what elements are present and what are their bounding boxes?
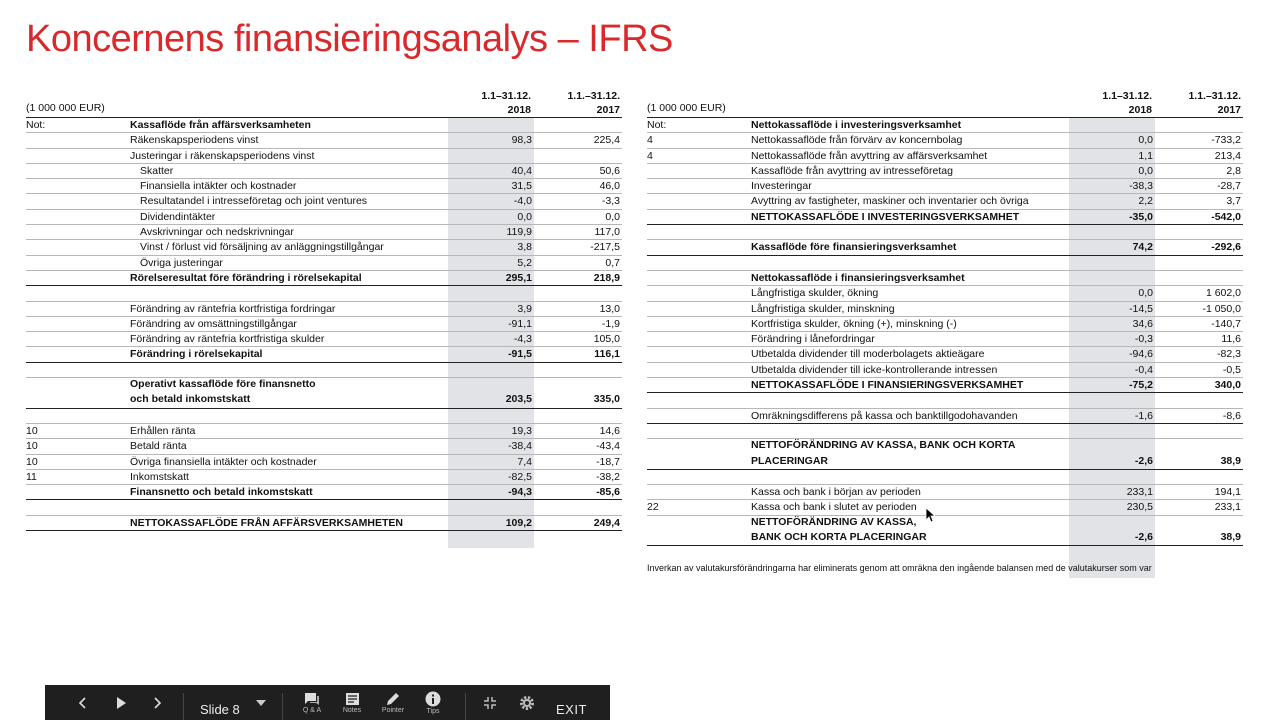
play-button[interactable]	[111, 685, 131, 720]
table-row: Avyttring av fastigheter, maskiner och inventarier och övriga 2,2 3,7	[647, 194, 1243, 209]
table-row	[647, 225, 1243, 240]
caret-down-icon	[256, 700, 266, 706]
table-header	[647, 88, 1243, 118]
table-row: Rörelseresultat före förändring i rörelsekapital 295,1 218,9	[26, 271, 622, 286]
table-row: Skatter 40,4 50,6	[26, 164, 622, 179]
next-slide-button[interactable]	[147, 685, 167, 720]
table-row: Kassaflöde från avyttring av intresseföretag 0,0 2,8	[647, 164, 1243, 179]
notes-icon	[345, 692, 360, 706]
operating-cashflow-table	[26, 88, 622, 531]
table-row	[26, 363, 622, 378]
table-row: Förändring i lånefordringar -0,3 11,6	[647, 332, 1243, 347]
table-row: Förändring av räntefria kortfristiga fordringar 3,9 13,0	[26, 302, 622, 317]
toolbar-divider	[465, 693, 466, 720]
column-header-2018: 1.1–31.12. 2018	[481, 90, 531, 116]
table-row: Långfristiga skulder, minskning -14,5 -1 050,0	[647, 302, 1243, 317]
table-row: 10 Erhållen ränta 19,3 14,6	[26, 424, 622, 439]
table-row: Not: Nettokassaflöde i investeringsverksamhet	[647, 118, 1243, 133]
previous-slide-button[interactable]	[73, 685, 93, 720]
settings-button[interactable]	[515, 685, 539, 720]
chevron-right-icon	[152, 696, 162, 710]
table-row: Operativt kassaflöde före finansnetto och betald inkomstskatt 203,5 335,0	[26, 378, 622, 409]
table-row: 4 Nettokassaflöde från förvärv av koncernbolag 0,0 -733,2	[647, 133, 1243, 148]
table-row: 22 Kassa och bank i slutet av perioden 230,5 233,1	[647, 500, 1243, 515]
footnote: Inverkan av valutakursförändringarna har eliminerats genom att omräkna den ingående balansen med de valutakurser som var	[647, 563, 1152, 573]
unit-label: (1 000 000 EUR)	[26, 101, 105, 114]
table-row: Utbetalda dividender till moderbolagets aktieägare -94,6 -82,3	[647, 347, 1243, 362]
table-row: Övriga justeringar 5,2 0,7	[26, 256, 622, 271]
unit-label: (1 000 000 EUR)	[647, 101, 726, 114]
table-row: 10 Betald ränta -38,4 -43,4	[26, 439, 622, 454]
column-header-2018: 1.1–31.12. 2018	[1102, 90, 1152, 116]
table-row: Investeringar -38,3 -28,7	[647, 179, 1243, 194]
toolbar-divider	[183, 693, 184, 720]
table-row: Finansiella intäkter och kostnader 31,5 46,0	[26, 179, 622, 194]
table-row: Kortfristiga skulder, ökning (+), minskning (-) 34,6 -140,7	[647, 317, 1243, 332]
table-row: 10 Övriga finansiella intäkter och kostnader 7,4 -18,7	[26, 455, 622, 470]
table-row: Nettokassaflöde i finansieringsverksamhet	[647, 271, 1243, 286]
table-row: Förändring i rörelsekapital -91,5 116,1	[26, 347, 622, 362]
table-row: Förändring av omsättningstillgångar -91,1 -1,9	[26, 317, 622, 332]
exit-fullscreen-button[interactable]	[479, 685, 501, 720]
table-row: Dividendintäkter 0,0 0,0	[26, 210, 622, 225]
table-row	[26, 500, 622, 515]
table-row	[26, 286, 622, 301]
table-row: NETTOFÖRÄNDRING AV KASSA, BANK OCH KORTA PLACERINGAR -2,6 38,9	[647, 439, 1243, 470]
table-row: Utbetalda dividender till icke-kontrollerande intressen -0,4 -0,5	[647, 363, 1243, 378]
tips-button[interactable]: Tips	[417, 685, 449, 720]
info-icon	[425, 691, 441, 707]
slide-selector[interactable]: Slide 8	[200, 702, 240, 717]
slide-dropdown-button[interactable]	[253, 685, 269, 720]
table-row: Långfristiga skulder, ökning 0,0 1 602,0	[647, 286, 1243, 301]
table-row: Justeringar i räkenskapsperiodens vinst	[26, 149, 622, 164]
table-row: 4 Nettokassaflöde från avyttring av affärsverksamhet 1,1 213,4	[647, 149, 1243, 164]
toolbar-divider	[282, 693, 283, 720]
table-row: 11 Inkomstskatt -82,5 -38,2	[26, 470, 622, 485]
table-row	[647, 256, 1243, 271]
table-row: Vinst / förlust vid försäljning av anläggningstillgångar 3,8 -217,5	[26, 240, 622, 255]
pen-icon	[386, 692, 400, 706]
table-row	[26, 409, 622, 424]
table-row	[647, 393, 1243, 408]
column-header-2017: 1.1.–31.12. 2017	[1188, 90, 1241, 116]
slide-title: Koncernens finansieringsanalys – IFRS	[26, 18, 673, 60]
exit-button[interactable]: EXIT	[556, 702, 587, 717]
collapse-icon	[483, 696, 497, 710]
table-row	[647, 470, 1243, 485]
table-row: Omräkningsdifferens på kassa och banktillgodohavanden -1,6 -8,6	[647, 409, 1243, 424]
table-row: Avskrivningar och nedskrivningar 119,9 117,0	[26, 225, 622, 240]
pointer-button[interactable]: Pointer	[375, 685, 411, 720]
table-row: NETTOKASSAFLÖDE I INVESTERINGSVERKSAMHET -35,0 -542,0	[647, 210, 1243, 225]
table-header	[26, 88, 622, 118]
table-row: NETTOFÖRÄNDRING AV KASSA, BANK OCH KORTA PLACERINGAR -2,6 38,9	[647, 516, 1243, 547]
table-row: Finansnetto och betald inkomstskatt -94,3 -85,6	[26, 485, 622, 500]
table-row: Räkenskapsperiodens vinst 98,3 225,4	[26, 133, 622, 148]
play-icon	[115, 696, 127, 710]
table-row: Förändring av räntefria kortfristiga skulder -4,3 105,0	[26, 332, 622, 347]
table-row: Resultatandel i intresseföretag och joint ventures -4,0 -3,3	[26, 194, 622, 209]
column-header-2017: 1.1.–31.12. 2017	[567, 90, 620, 116]
table-row: Kassa och bank i början av perioden 233,1 194,1	[647, 485, 1243, 500]
investing-financing-cashflow-table	[647, 88, 1243, 546]
table-row: NETTOKASSAFLÖDE I FINANSIERINGSVERKSAMHET -75,2 340,0	[647, 378, 1243, 393]
mouse-cursor-icon	[925, 507, 935, 523]
gear-icon	[518, 694, 536, 712]
table-row: NETTOKASSAFLÖDE FRÅN AFFÄRSVERKSAMHETEN 109,2 249,4	[26, 516, 622, 531]
chevron-left-icon	[78, 696, 88, 710]
table-row: Not: Kassaflöde från affärsverksamheten	[26, 118, 622, 133]
chat-icon	[304, 692, 320, 706]
qa-button[interactable]: Q & A	[295, 685, 329, 720]
notes-button[interactable]: Notes	[335, 685, 369, 720]
table-row: Kassaflöde före finansieringsverksamhet 74,2 -292,6	[647, 240, 1243, 255]
presentation-toolbar	[45, 685, 610, 720]
table-row	[647, 424, 1243, 439]
